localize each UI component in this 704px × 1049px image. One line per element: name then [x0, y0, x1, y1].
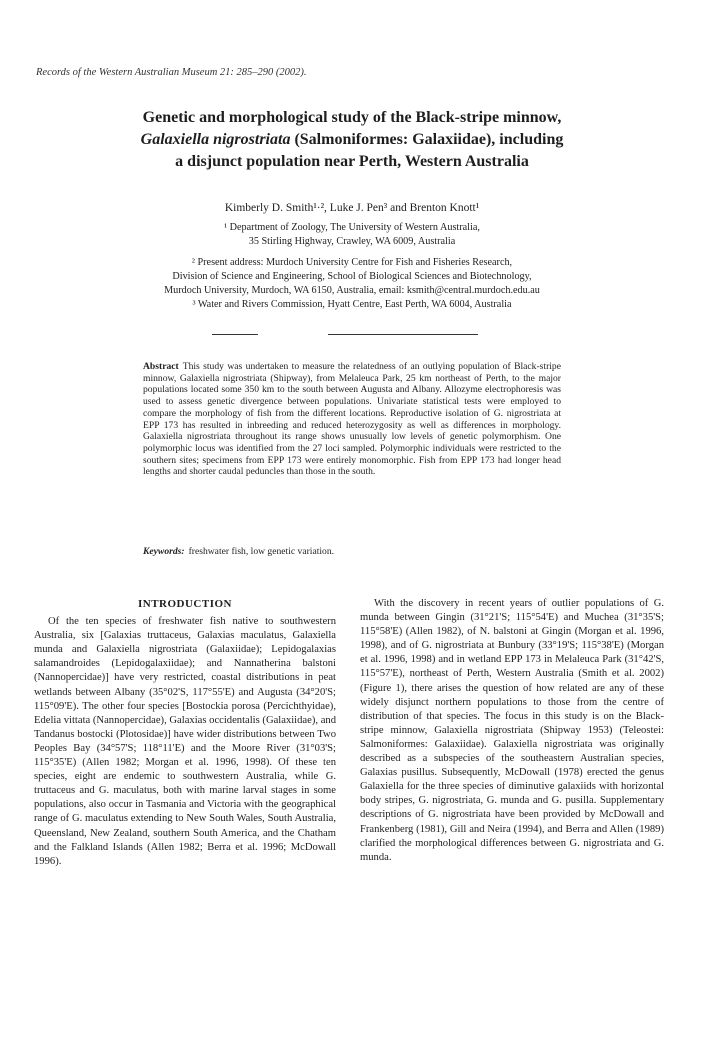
- right-column: [360, 597, 664, 865]
- affiliation-line: ² Present address: Murdoch University Centre for Fish and Fisheries Research,: [191, 257, 513, 268]
- affiliation-line: ¹ Department of Zoology, The University of Western Australia,: [224, 222, 480, 233]
- title-line-1: Genetic and morphological study of the Black-stripe minnow,: [142, 109, 562, 126]
- section-divider-long: [328, 334, 478, 335]
- title-line-2: [60, 129, 644, 151]
- abstract-label: Abstract: [143, 361, 179, 372]
- keywords-label: Keywords:: [143, 546, 185, 557]
- title-line-2-rest: (Salmoniformes: Galaxiidae), including: [290, 131, 564, 148]
- keywords: [143, 546, 561, 557]
- body-paragraph: With the discovery in recent years of outlier populations of G. munda between Gingin (31°21'S; 115°54'E) and Muchea (31°35'S; 115°58'E) (Allen 1982), of N. balstoni at Gingin (Morgan et al. 1996, 1998), and of G. nigrostriata at Bunbury (33°19'S; 115°38'E) (Morgan et al. 1996, 1998) and in wetland EPP 173 in Melaleuca Park (31°42'S, 115°57'E), northeast of Perth, Western Australia (Smith et al. 2002) (Figure 1), there arises the question of how related are any of these widely disjunct northern populations to those from the centre of distribution of that species. The focus in this study is on the Black-stripe minnow, Galaxiella nigrostriata (Shipway 1953) (Teleostei: Salmoniformes: Galaxiidae). Galaxiella nigrostriata was originally described as a subspecies of the southeastern Australian species, Galaxias pusillus. Subsequently, McDowall (1978) erected the genus Galaxiella for the three species of diminutive galaxiids with horizontal body stripes, G. nigrostriata, G. munda and G. pusilla. Supplementary descriptions of G. nigrostriata have been provided by McDowall and Frankenberg (1981), Gill and Neira (1994), and Berra and Allen (1989) clarified the morphological differences between G. nigrostriata and G. munda.: [360, 598, 664, 863]
- title-line-3: a disjunct population near Perth, Western Australia: [175, 153, 529, 170]
- body-paragraph: Of the ten species of freshwater fish native to southwestern Australia, six [Galaxias truttaceus, Galaxias maculatus, Galaxiella munda and Galaxiella nigrostriata (Galaxiidae); Lepidogalaxias salamandroides (Lepidogalaxiidae); and Nannatherina balstoni (Nannopercidae)] have very restricted, coastal distributions in peat wetlands between Albany (35°02'S, 117°55'E) and Augusta (34°20'S; 115°09'E). The other four species [Bostockia porosa (Percichthyidae), Edelia vittata (Nannopercidae), Galaxias occidentalis (Galaxiidae), and Tandanus bostocki (Plotosidae)] have wider distributions between Two Peoples Bay (34°57'S; 118°11'E) and the Moore River (31°03'S; 115°35'E) (Allen 1982; Morgan et al. 1996, 1998). Of these ten species, eight are endemic to southwestern Australia, while G. truttaceus and G. maculatus, both with marine larval stages in some populations, also occur in Tasmania and Victoria with the geographical range of G. maculatus extending to New South Wales, South Australia, Queensland, New Zealand, southern South America, and the Chatham and the Falkland Islands (Allen 1982; Berra et al. 1996; McDowall 1996).: [34, 616, 336, 867]
- title-species-name: Galaxiella nigrostriata: [140, 131, 291, 148]
- affiliations: [60, 221, 644, 312]
- keywords-text: freshwater fish, low genetic variation.: [188, 546, 335, 557]
- abstract: [143, 361, 561, 478]
- affiliation-gap: [60, 249, 644, 256]
- affiliation-line: Division of Science and Engineering, School of Biological Sciences and Biotechnology,: [172, 271, 532, 282]
- affiliation-line: ³ Water and Rivers Commission, Hyatt Centre, East Perth, WA 6004, Australia: [192, 299, 512, 310]
- running-header: Records of the Western Australian Museum 21: 285–290 (2002).: [36, 67, 307, 78]
- article-title: [60, 107, 644, 173]
- affiliation-line: Murdoch University, Murdoch, WA 6150, Australia, email: ksmith@central.murdoch.edu.au: [164, 285, 540, 296]
- left-column: [34, 597, 336, 869]
- section-heading-introduction: INTRODUCTION: [137, 598, 232, 610]
- affiliation-line: 35 Stirling Highway, Crawley, WA 6009, Australia: [248, 236, 456, 247]
- section-divider-short: [212, 334, 258, 335]
- author-list: Kimberly D. Smith¹·², Luke J. Pen³ and Brenton Knott¹: [224, 202, 480, 214]
- abstract-text: This study was undertaken to measure the relatedness of an outlying population of Black-stripe minnow, Galaxiella nigrostriata (Shipway), from Melaleuca Park, 25 km northeast of Perth, to the major populations located some 350 km to the south between Augusta and Albany. Allozyme electrophoresis was used to assess genetic divergence between populations. Univariate statistical tests were employed to compare the morphology of fish from the different locations. Reproductive isolation of G. nigrostriata at EPP 173 has resulted in inbreeding and reduced heterozygosity as well as differences in morphology. Galaxiella nigrostriata throughout its range shows unusually low levels of genetic polymorphism. One polymorphic locus was identified from the 27 loci sampled. Polymorphic individuals were restricted to the southern sites; specimens from EPP 173 were entirely monomorphic. Fish from EPP 173 had longer head lengths and shorter caudal peduncles than those in the south.: [143, 361, 561, 478]
